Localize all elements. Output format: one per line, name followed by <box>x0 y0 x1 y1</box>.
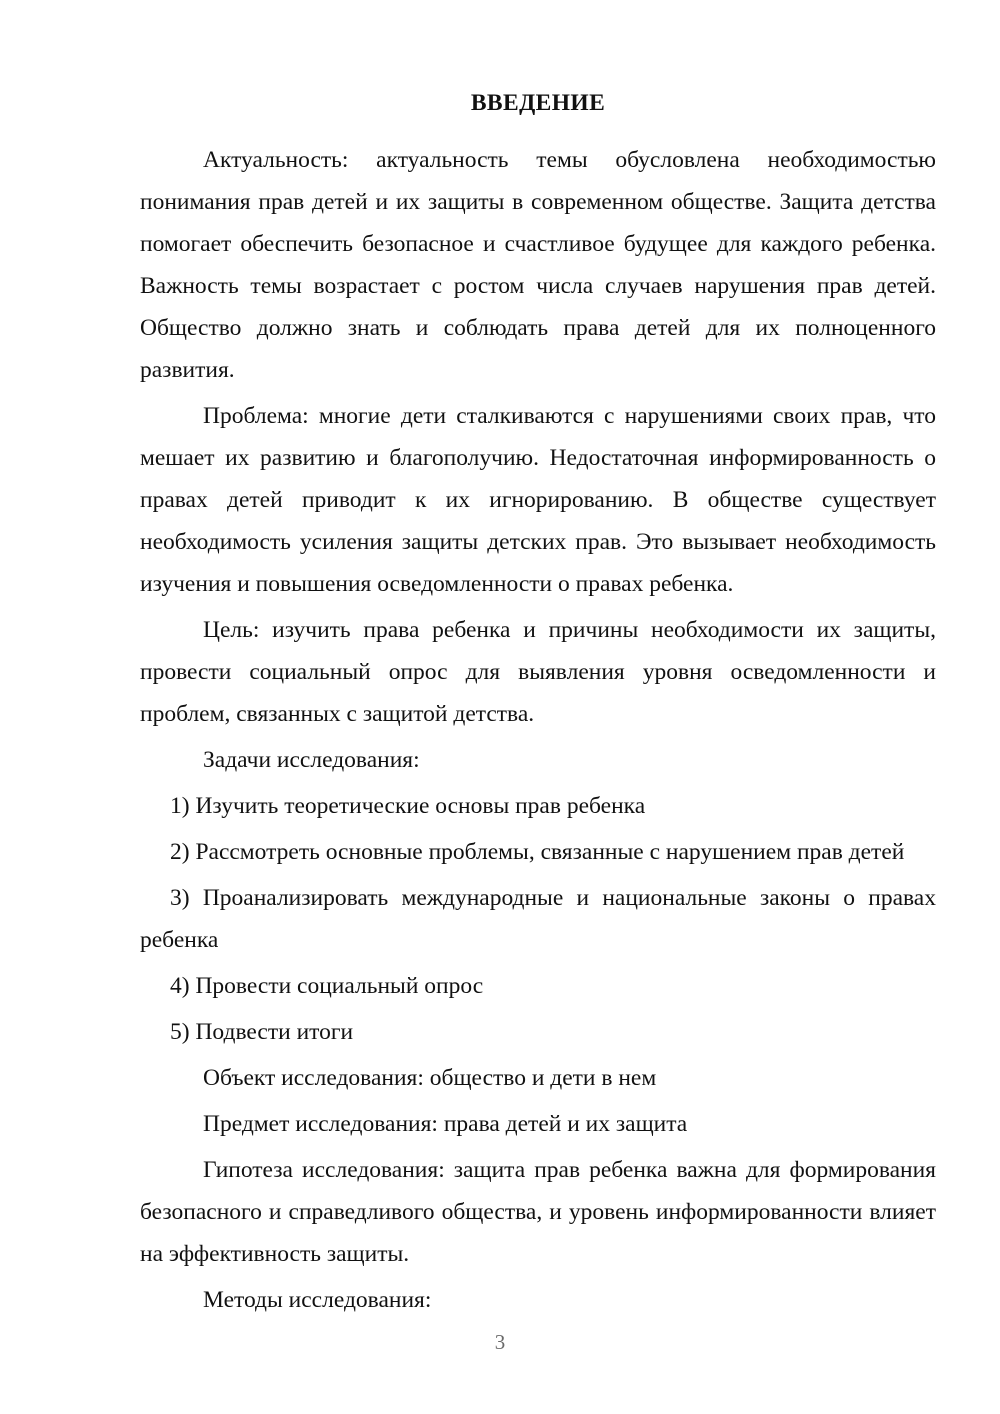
paragraph-goal: Цель: изучить права ребенка и причины необходимости их защиты, провести социальный опрос для выявления уровня осведомленности и проблем, связанных с защитой детства. <box>140 616 936 727</box>
page-number: 3 <box>494 1330 506 1354</box>
methods-heading: Методы исследования: <box>203 1286 432 1313</box>
task-item-4: 4) Провести социальный опрос <box>170 972 484 999</box>
subject-of-research: Предмет исследования: права детей и их защита <box>203 1110 688 1137</box>
object-of-research: Объект исследования: общество и дети в нем <box>203 1064 657 1091</box>
page-title: ВВЕДЕНИЕ <box>470 90 606 116</box>
paragraph-relevance: Актуальность: актуальность темы обусловлена необходимостью понимания прав детей и их защиты в современном обществе. Защита детства помогает обеспечить безопасное и счастливое будущее для каждого ребенка. Важность темы возрастает с ростом числа случаев нарушения прав детей. Общество должно знать и соблюдать права детей для их полноценного развития. <box>140 146 936 383</box>
paragraph-problem: Проблема: многие дети сталкиваются с нарушениями своих прав, что мешает их развитию и благополучию. Недостаточная информированность о правах детей приводит к их игнорированию. В обществе существует необходимость усиления защиты детских прав. Это вызывает необходимость изучения и повышения осведомленности о правах ребенка. <box>140 402 936 597</box>
task-item-5: 5) Подвести итоги <box>170 1018 354 1045</box>
task-item-2: 2) Рассмотреть основные проблемы, связанные с нарушением прав детей <box>170 838 905 865</box>
task-item-3: 3) Проанализировать международные и национальные законы о правах ребенка <box>140 884 936 953</box>
document-body <box>140 88 936 1325</box>
paragraph-hypothesis: Гипотеза исследования: защита прав ребенка важна для формирования безопасного и справедливого общества, и уровень информированности влияет на эффективность защиты. <box>140 1156 936 1267</box>
tasks-heading: Задачи исследования: <box>203 746 420 773</box>
task-item-1: 1) Изучить теоретические основы прав ребенка <box>170 792 646 819</box>
